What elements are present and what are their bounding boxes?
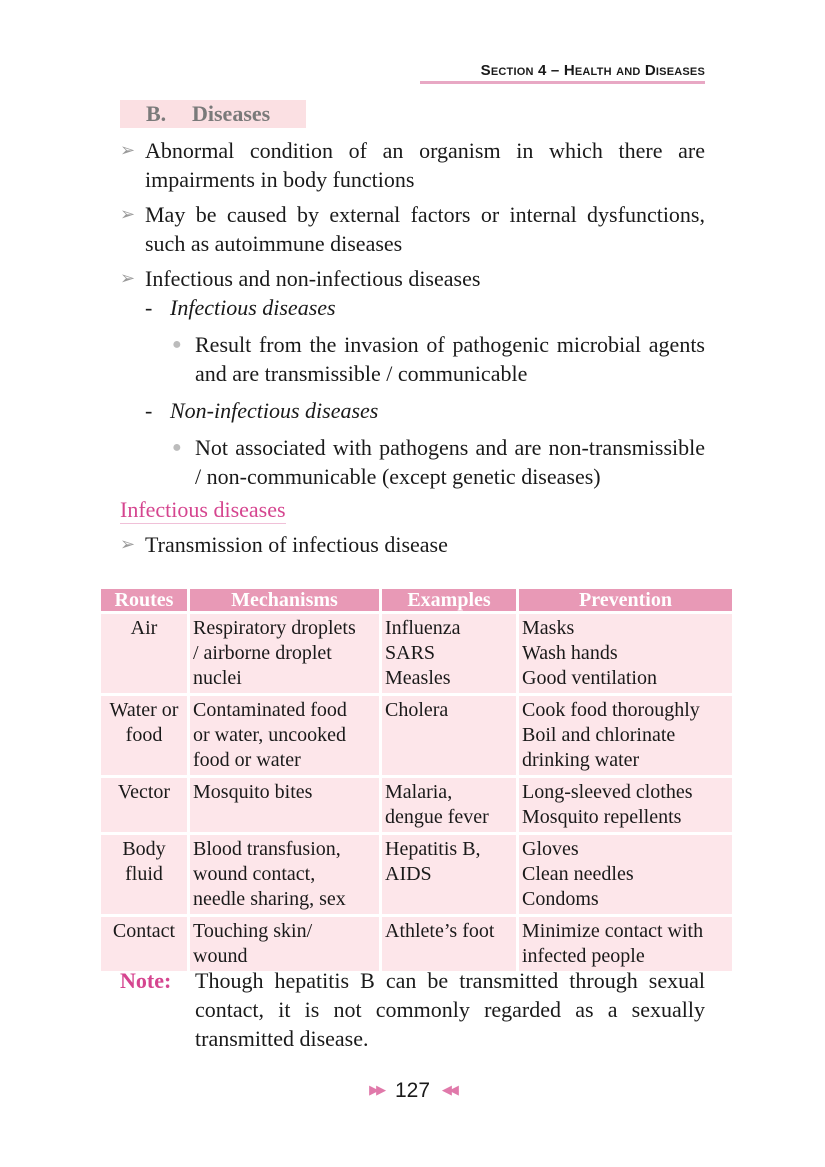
section-letter: B. [146,101,167,126]
table-row [101,835,732,914]
cell-line: food or water [193,749,301,771]
cell-line: dengue fever [385,806,489,828]
cell-line: Masks [522,617,575,639]
cell-line: Cholera [385,699,449,721]
cell-line: wound contact, [193,863,316,885]
page-number: 127 [394,1079,431,1102]
cell-examples [382,696,516,775]
cell-examples [382,917,516,971]
cell-line: infected people [522,945,645,967]
dot-bullet-icon: ● [172,439,182,456]
cell-line: Influenza [385,617,461,639]
double-arrow-left-icon: ◀◀ [441,1082,456,1097]
table-header-row [101,589,732,611]
cell-line: drinking water [522,749,640,771]
arrow-bullet-icon: ➢ [120,140,136,160]
cell-route [101,614,187,693]
running-header [420,62,705,84]
cell-line: Touching skin/ [193,920,313,942]
cell-route [101,835,187,914]
bullet-text: May be caused by external factors or internal dysfunctions, such as autoimmune diseases [145,202,705,256]
subpoint-title [120,396,705,425]
subpoint-detail [120,330,705,388]
cell-prevention [519,835,732,914]
cell-line: Air [130,617,158,639]
cell-line: Respiratory droplets [193,617,356,639]
bullet-item [120,200,705,258]
header-section-title: Health and Diseases [563,62,705,79]
cell-line: Good ventilation [522,667,657,689]
cell-line: Mosquito repellents [522,806,682,828]
cell-line: Boil and chlorinate [522,724,676,746]
cell-prevention [519,614,732,693]
section-heading [120,100,306,128]
bullet-text: Abnormal condition of an organism in which there are impairments in body functions [145,138,705,192]
cell-mechanism [190,614,379,693]
dash-icon: - [145,295,153,320]
bullet-text: Transmission of infectious disease [145,532,448,557]
page-footer [0,1079,825,1103]
cell-line: Clean needles [522,863,634,885]
subheading: Infectious diseases [120,497,286,522]
section-title: Diseases [192,101,271,126]
main-content [120,136,705,565]
cell-line: Long-sleeved clothes [522,781,693,803]
note-text: Though hepatitis B can be transmitted through sexual contact, it is not commonly regarded as a sexually transmitted disease. [195,968,705,1051]
cell-examples [382,835,516,914]
cell-line: Athlete’s foot [385,920,495,942]
cell-line: wound [193,945,248,967]
bullet-text: Infectious and non-infectious diseases [145,266,481,291]
cell-mechanism [190,835,379,914]
bullet-item [120,264,705,293]
cell-line: fluid [125,863,163,885]
cell-line: Vector [117,781,171,803]
cell-line: Wash hands [522,642,618,664]
note-label: Note: [120,968,172,993]
dash-icon: - [145,398,153,423]
cell-route [101,696,187,775]
transmission-table [98,586,735,974]
cell-mechanism [190,696,379,775]
cell-line: Blood transfusion, [193,838,341,860]
cell-prevention [519,778,732,832]
bullet-item [120,530,705,559]
bullet-item [120,136,705,194]
subpoint-title-text: Non-infectious diseases [170,398,379,423]
cell-line: Minimize contact with [522,920,704,942]
cell-route [101,778,187,832]
header-examples: Examples [382,589,516,611]
note [120,966,705,1053]
cell-line: needle sharing, sex [193,888,346,910]
table-row [101,778,732,832]
table-body [101,614,732,971]
cell-mechanism [190,778,379,832]
cell-line: Malaria, [385,781,453,803]
cell-line: Contact [112,920,176,942]
dot-bullet-icon: ● [172,336,182,353]
cell-line: Cook food thoroughly [522,699,700,721]
cell-line: AIDS [385,863,432,885]
cell-line: Measles [385,667,451,689]
header-section-prefix: Section 4 [480,62,547,79]
cell-line: Contaminated food [193,699,347,721]
subpoint-detail-text: Not associated with pathogens and are non-transmissible / non-communicable (except genetic diseases) [195,435,705,489]
table-row [101,917,732,971]
cell-line: Water or [109,699,179,721]
header-mechanisms: Mechanisms [190,589,379,611]
header-prevention: Prevention [519,589,732,611]
cell-examples [382,778,516,832]
subpoint-detail [120,433,705,491]
arrow-bullet-icon: ➢ [120,534,136,554]
cell-line: SARS [385,642,436,664]
cell-line: Hepatitis B, [385,838,481,860]
cell-line: / airborne droplet [193,642,332,664]
cell-line: food [125,724,163,746]
cell-line: Condoms [522,888,599,910]
cell-route [101,917,187,971]
cell-line: or water, uncooked [193,724,347,746]
cell-prevention [519,696,732,775]
cell-line: nuclei [193,667,242,689]
cell-prevention [519,917,732,971]
subpoint-title-text: Infectious diseases [170,295,336,320]
arrow-bullet-icon: ➢ [120,268,136,288]
cell-line: Body [122,838,166,860]
cell-line: Mosquito bites [193,781,313,803]
arrow-bullet-icon: ➢ [120,204,136,224]
cell-line: Gloves [522,838,579,860]
cell-mechanism [190,917,379,971]
table-row [101,696,732,775]
cell-examples [382,614,516,693]
header-separator: – [550,62,560,79]
subpoint-title [120,293,705,322]
double-arrow-right-icon: ▶▶ [369,1082,384,1097]
table-row [101,614,732,693]
header-routes: Routes [101,589,187,611]
subpoint-detail-text: Result from the invasion of pathogenic microbial agents and are transmissible / communicable [195,332,705,386]
